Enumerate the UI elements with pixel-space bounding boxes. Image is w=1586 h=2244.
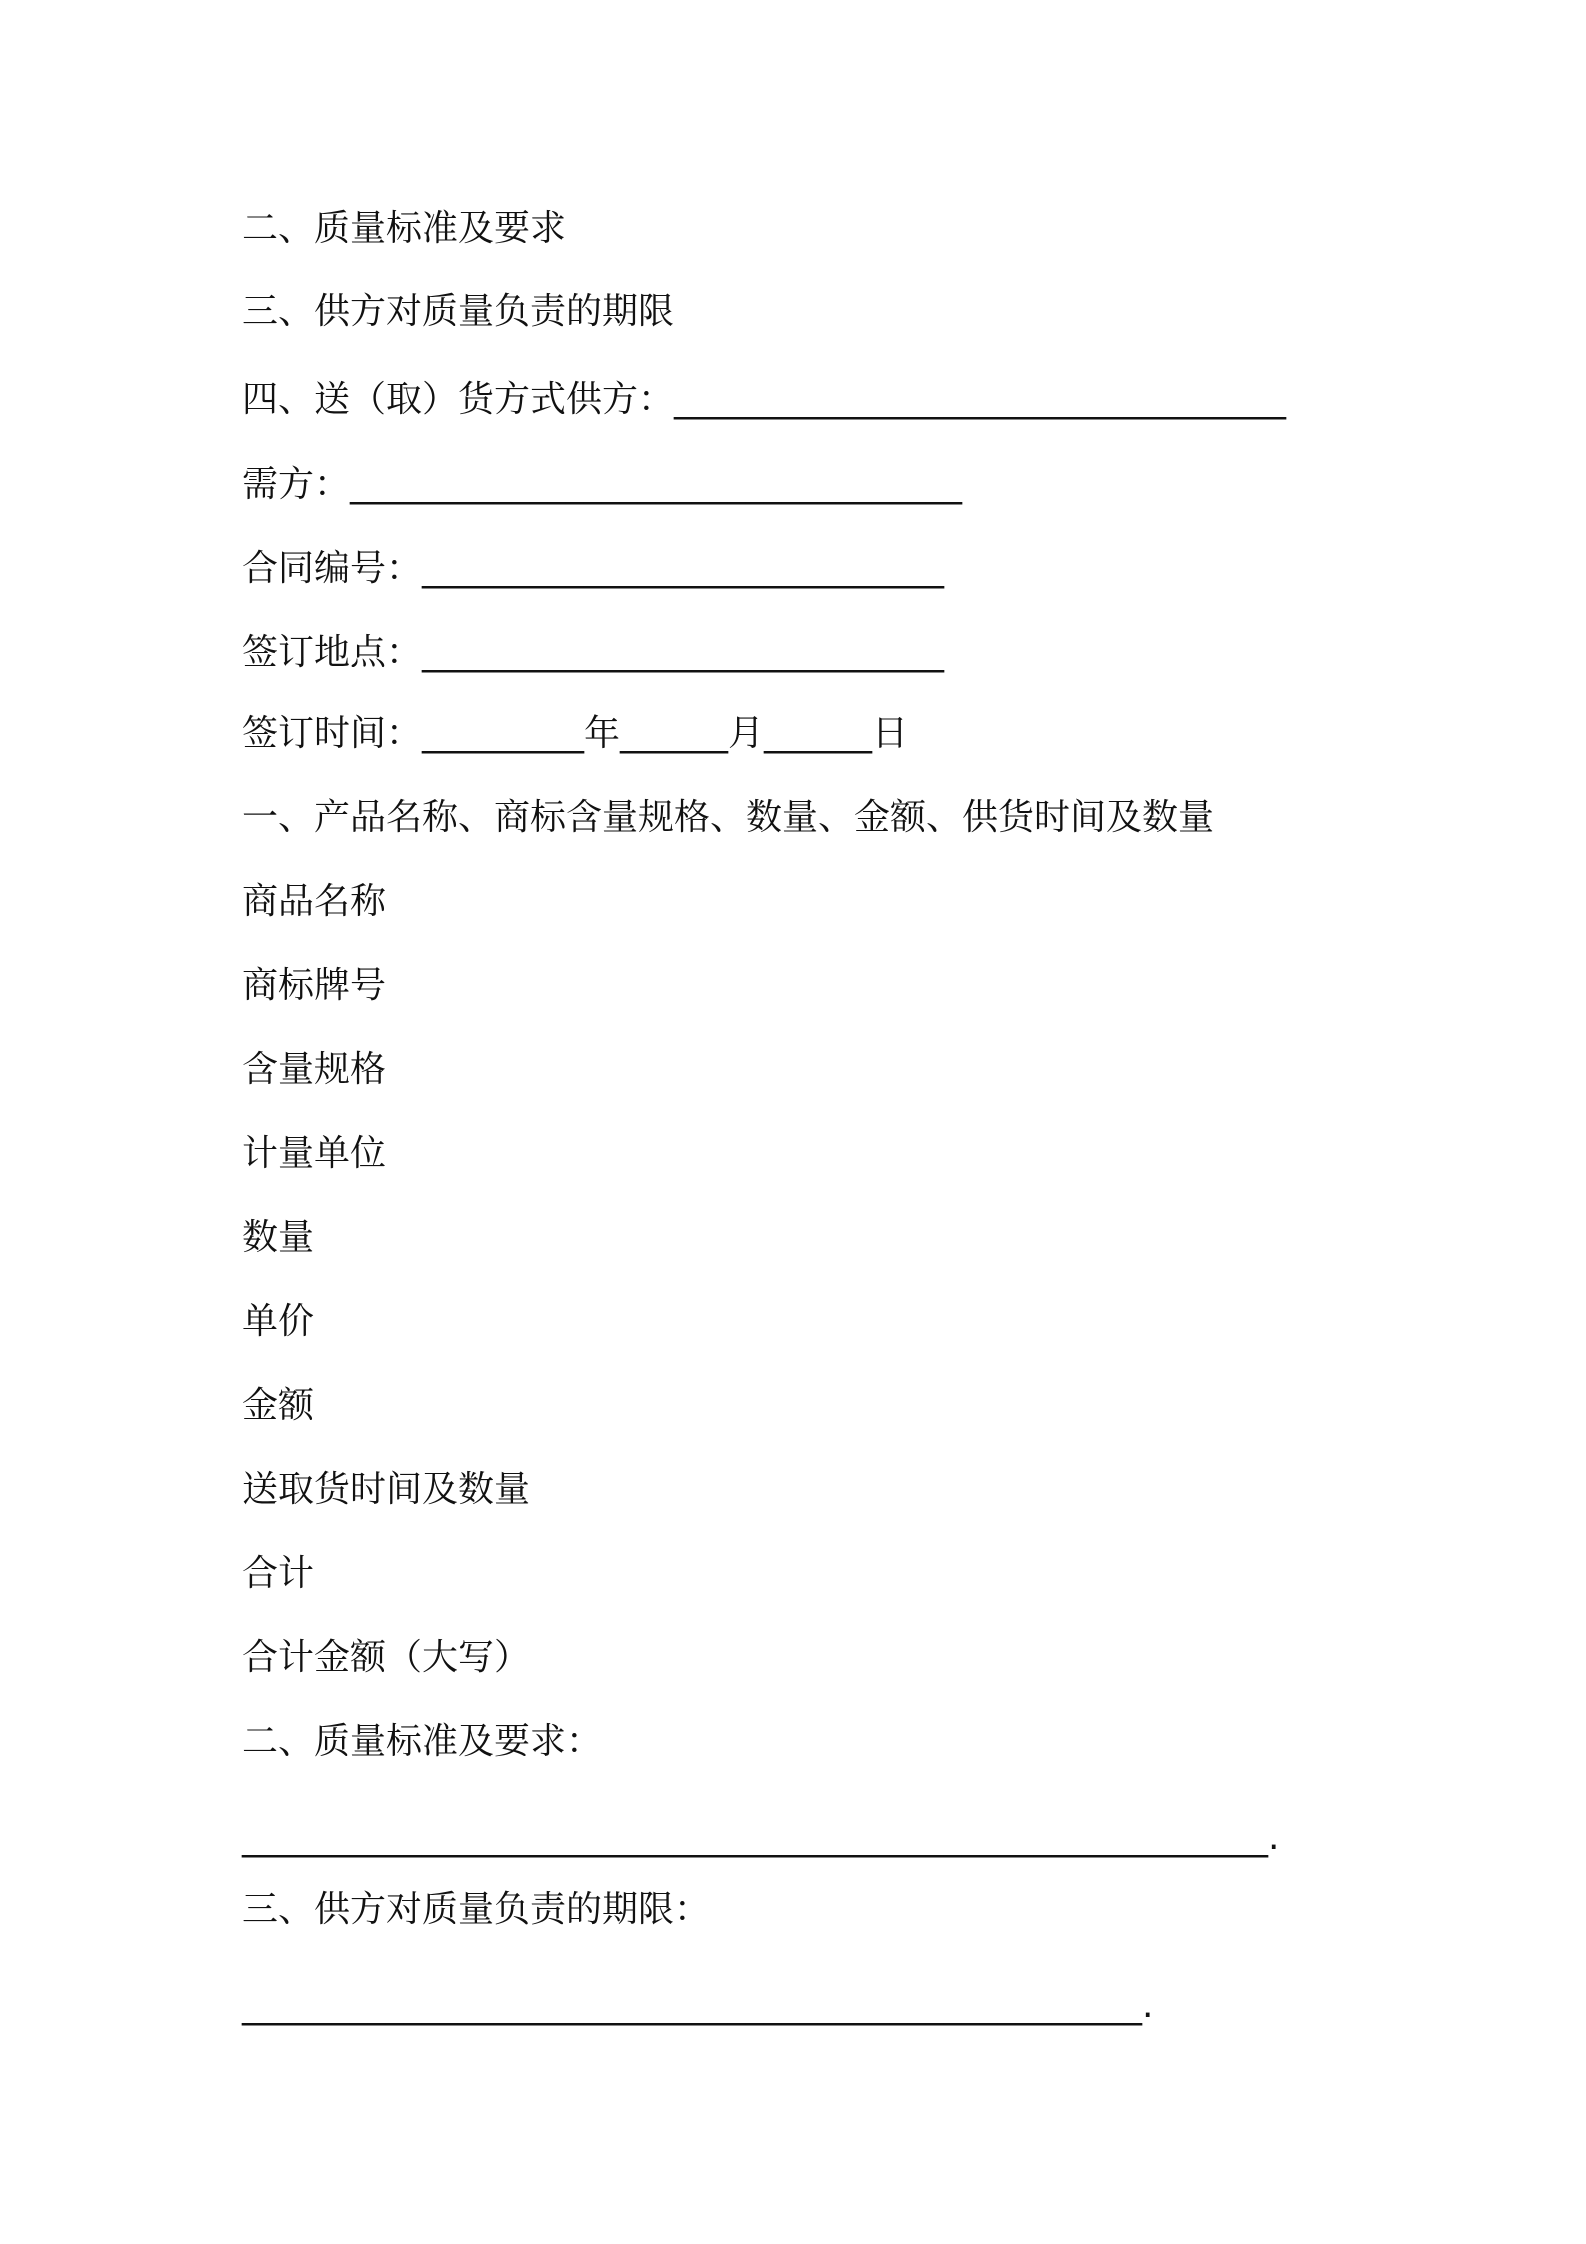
heading-product-info: 一、产品名称、商标含量规格、数量、金额、供货时间及数量: [242, 797, 1215, 838]
field-quantity: 数量: [242, 1217, 315, 1258]
field-content-spec: 含量规格: [242, 1049, 387, 1090]
heading-quality-responsibility-period-2: 三、供方对质量负责的期限：: [242, 1889, 711, 1930]
field-delivery-time-quantity: 送取货时间及数量: [242, 1469, 531, 1510]
heading-quality-responsibility-period: 三、供方对质量负责的期限: [242, 291, 675, 332]
field-amount: 金额: [242, 1385, 315, 1426]
heading-quality-standards: 二、质量标准及要求: [242, 208, 567, 249]
field-brand-number: 商标牌号: [242, 965, 387, 1006]
signing-date-line: 签订时间：_________年______月______日: [242, 713, 909, 754]
delivery-method-supplier-line: 四、送（取）货方式供方：__________________________________: [242, 379, 1287, 420]
heading-quality-standards-2: 二、质量标准及要求：: [242, 1721, 603, 1762]
contract-number-line: 合同编号：_____________________________: [242, 548, 945, 589]
field-total: 合计: [242, 1553, 315, 1594]
field-unit: 计量单位: [242, 1133, 387, 1174]
field-unit-price: 单价: [242, 1301, 315, 1342]
buyer-line: 需方：__________________________________: [242, 464, 963, 505]
blank-line-responsibility-period: __________________________________________________.: [242, 1985, 1154, 2026]
blank-line-quality-standards: _________________________________________________________.: [242, 1817, 1280, 1858]
signing-place-line: 签订地点：_____________________________: [242, 632, 945, 673]
field-product-name: 商品名称: [242, 881, 387, 922]
field-total-amount-capital: 合计金额（大写）: [242, 1637, 531, 1678]
